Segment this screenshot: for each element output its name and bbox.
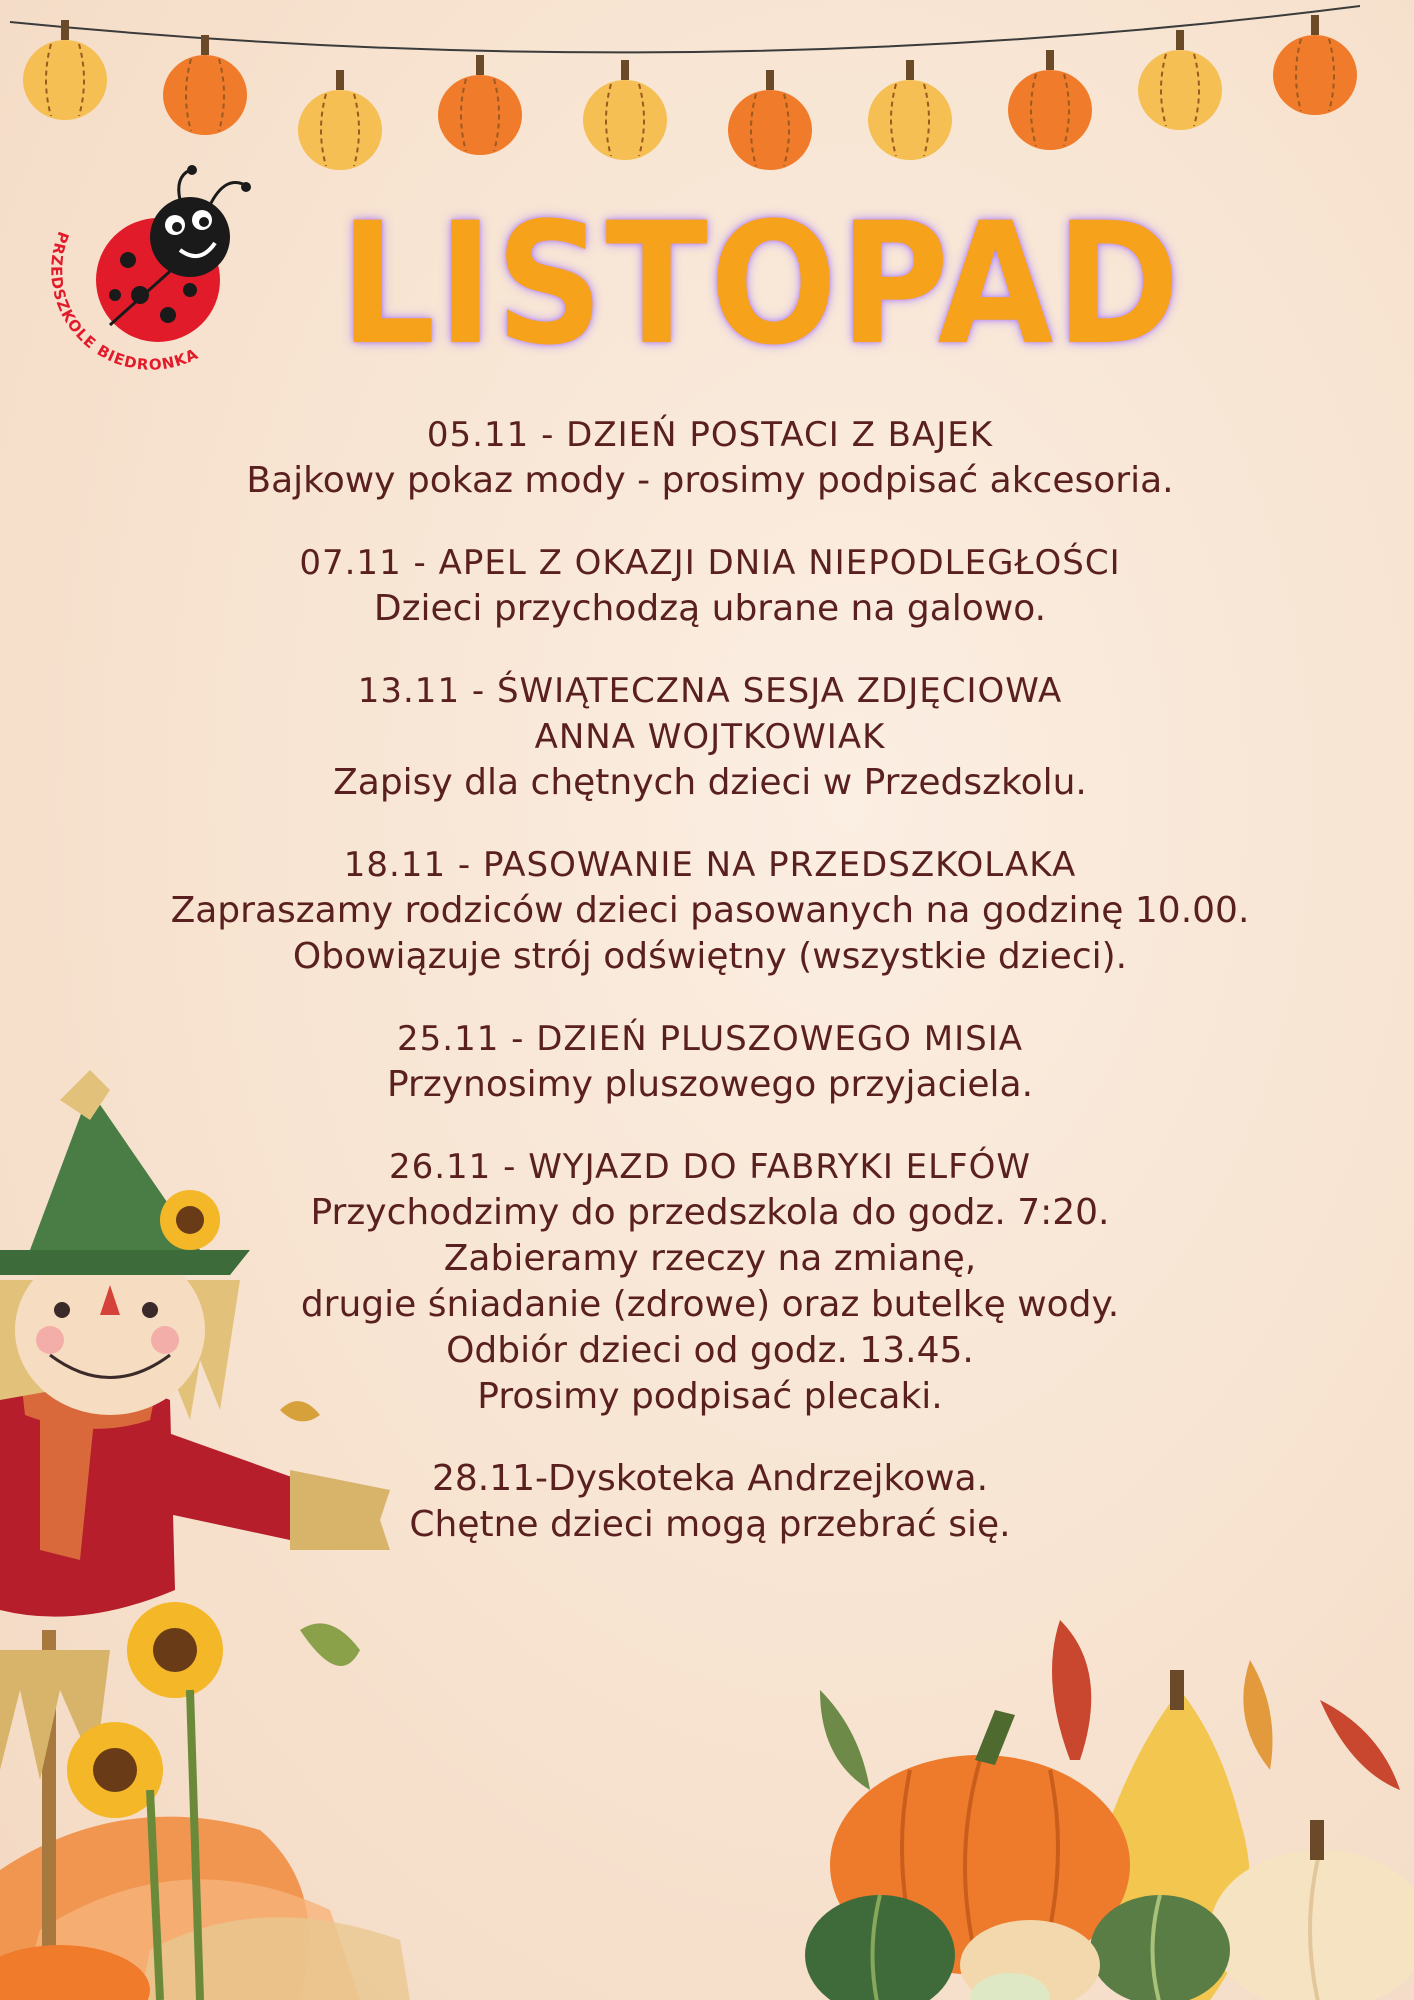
- event-line: Chętne dzieci mogą przebrać się.: [409, 1504, 1011, 1545]
- pumpkin-icon: [583, 60, 667, 160]
- pumpkin-pile: [780, 1620, 1414, 2000]
- sunflower-icon: [127, 1602, 223, 1698]
- pumpkin-icon: [1273, 15, 1357, 115]
- event-subtitle: ANNA WOJTKOWIAK: [534, 717, 886, 757]
- event-title: 07.11 - APEL Z OKAZJI DNIA NIEPODLEGŁOŚCI: [299, 543, 1121, 583]
- ladybug-icon: [96, 165, 251, 342]
- pumpkin-icon: [298, 70, 382, 170]
- event-2: [60, 540, 1360, 632]
- event-title: 18.11 - PASOWANIE NA PRZEDSZKOLAKA: [343, 845, 1077, 885]
- event-line: Przychodzimy do przedszkola do godz. 7:20.: [310, 1192, 1110, 1233]
- event-line: Prosimy podpisać plecaki.: [477, 1376, 943, 1417]
- pumpkin-icon: [23, 20, 107, 120]
- event-title: 13.11 - ŚWIĄTECZNA SESJA ZDJĘCIOWA: [357, 671, 1063, 711]
- event-title: 28.11-Dyskoteka Andrzejkowa.: [431, 1458, 989, 1499]
- event-line: Dzieci przychodzą ubrane na galowo.: [373, 588, 1047, 629]
- event-3: [60, 668, 1360, 806]
- event-7: [60, 1456, 1360, 1548]
- event-line: Zapisy dla chętnych dzieci w Przedszkolu.: [333, 762, 1087, 803]
- event-line: Zapraszamy rodziców dzieci pasowanych na godzinę 10.00.: [170, 890, 1250, 931]
- sunflower-icon: [67, 1722, 163, 1818]
- event-line: drugie śniadanie (zdrowe) oraz butelkę wody.: [300, 1284, 1120, 1325]
- event-title: 25.11 - DZIEŃ PLUSZOWEGO MISIA: [397, 1019, 1023, 1059]
- event-title: 05.11 - DZIEŃ POSTACI Z BAJEK: [426, 415, 994, 455]
- pumpkin-icon: [1008, 50, 1092, 150]
- event-title: 26.11 - WYJAZD DO FABRYKI ELFÓW: [388, 1147, 1032, 1187]
- event-line: Zabieramy rzeczy na zmianę,: [443, 1238, 977, 1279]
- event-4: [60, 842, 1360, 980]
- event-line: Przynosimy pluszowego przyjaciela.: [386, 1064, 1034, 1105]
- event-1: [60, 412, 1360, 504]
- logo-text: PRZEDSZKOLE BIEDRONKA: [47, 229, 202, 374]
- pumpkin-icon: [868, 60, 952, 160]
- page-title: LISTOPAD: [340, 187, 1183, 383]
- event-line: Odbiór dzieci od godz. 13.45.: [446, 1330, 974, 1371]
- pumpkin-icon: [728, 70, 812, 170]
- event-5: [60, 1016, 1360, 1108]
- ladybug-logo: [40, 165, 260, 375]
- events-list: [60, 412, 1360, 1548]
- pumpkin-icon: [1138, 30, 1222, 130]
- event-line: Obowiązuje strój odświętny (wszystkie dzieci).: [292, 936, 1128, 977]
- pumpkin-icon: [438, 55, 522, 155]
- event-6: [60, 1144, 1360, 1420]
- pumpkin-icon: [163, 35, 247, 135]
- event-line: Bajkowy pokaz mody - prosimy podpisać akcesoria.: [246, 460, 1174, 501]
